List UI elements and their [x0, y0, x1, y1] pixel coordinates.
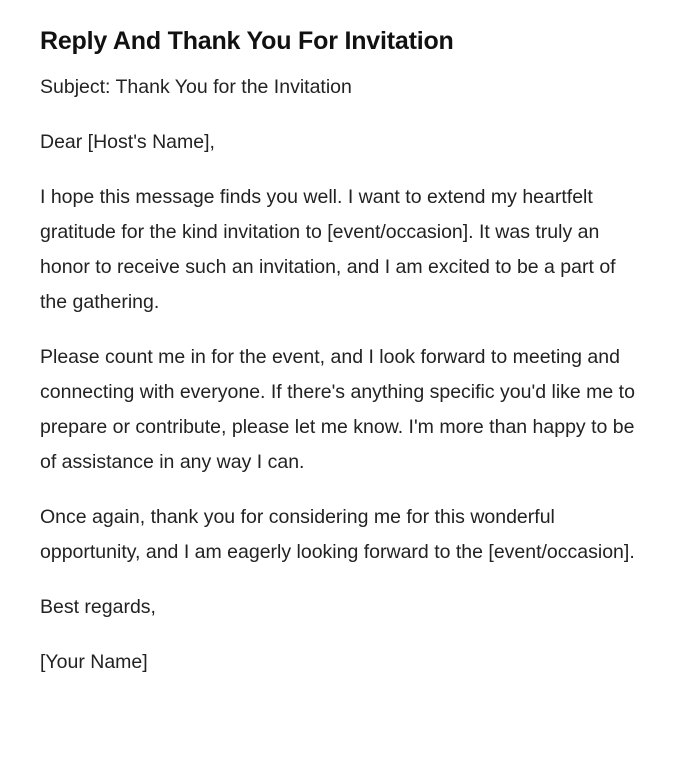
- greeting: Dear [Host's Name],: [40, 131, 215, 153]
- body-paragraph-3: Once again, thank you for considering me for this wonderful opportunity, and I am eagerly looking forward to the [event/occasion].: [40, 506, 635, 563]
- body-paragraph-1: I hope this message finds you well. I want to extend my heartfelt gratitude for the kind invitation to [event/occasion]. It was truly an honor to receive such an invitation, and I am excited to be a part of the gathering.: [40, 186, 616, 313]
- signature: [Your Name]: [40, 651, 148, 673]
- letter-document: [40, 26, 645, 680]
- closing: Best regards,: [40, 596, 156, 618]
- document-title: Reply And Thank You For Invitation: [40, 27, 454, 55]
- body-paragraph-2: Please count me in for the event, and I look forward to meeting and connecting with everyone. If there's anything specific you'd like me to prepare or contribute, please let me know. I'm more than happy to be of assistance in any way I can.: [40, 346, 635, 473]
- subject-line: Subject: Thank You for the Invitation: [40, 76, 352, 98]
